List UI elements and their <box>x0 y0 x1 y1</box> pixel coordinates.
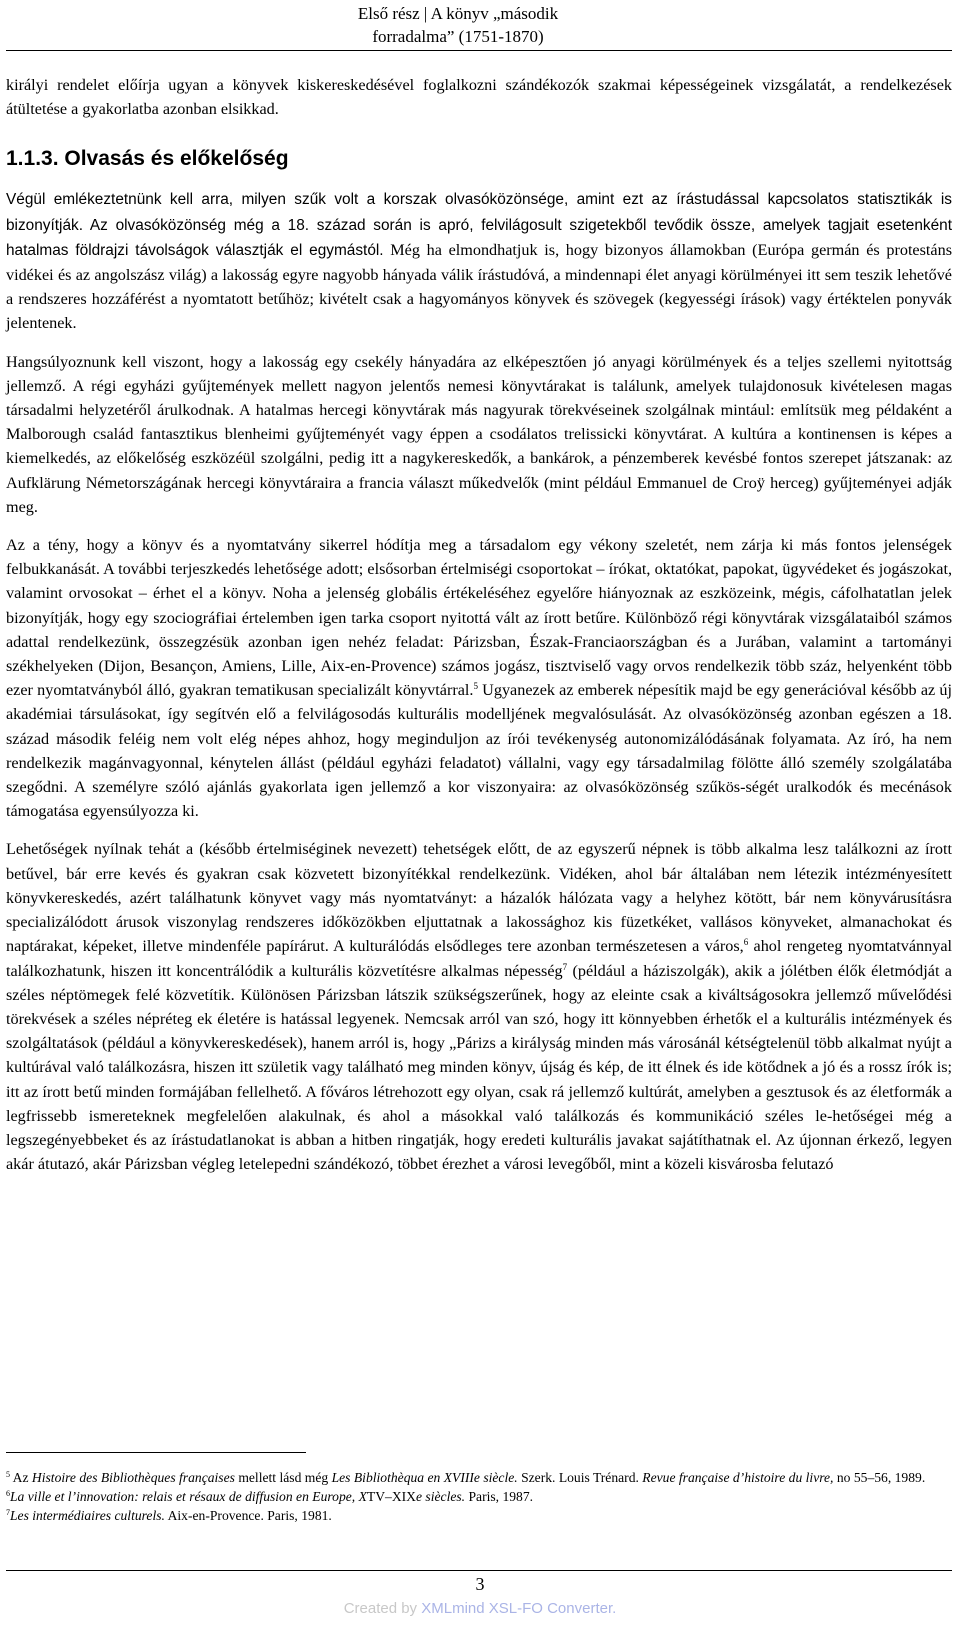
page-number: 3 <box>475 1574 485 1594</box>
section-heading: 1.1.3. Olvasás és előkelőség <box>6 147 289 171</box>
footnote-7-mark: 7 <box>6 1508 10 1518</box>
footnote-ref-6[interactable]: 6 <box>743 937 749 948</box>
footnote-6-text: Paris, 1987. <box>465 1489 534 1505</box>
footnote-6-title: La ville et l’innovation: relais et résaux de diffusion en Europe, X <box>10 1489 367 1505</box>
footnote-5-text: mellett lásd még <box>234 1470 332 1485</box>
footnotes <box>6 1468 952 1526</box>
footer-rule <box>6 1570 952 1571</box>
footnote-5-text: Az <box>10 1470 32 1485</box>
paragraph-3-text-b: Ugyanezek az emberek népesítik majd be egy generációval később az új akadémiai társulásokat, így segítvén elő a felvilágosodás kulturális modelljének megvalósulását. Az olvasóközönség azonban egészen a 18. század második feléig nem volt elég népes ahhoz, hogy meginduljon az írói tevékenység autonomizálódásának folyamata. Az író, ha nem rendelkezik magánvagyonnal, kénytelen állást (például egyházi feladatot) vállalni, vagy egy társadalmilag fölötte álló személy szolgálatába szegődni. A személyre szóló ajánlás gyakorlata igen jellemző a kor viszonyaira: az olvasóközönség szűkös-ségét uralkodók és mecénások támogatása egyensúlyozza ki. <box>6 681 952 821</box>
paragraph-3 <box>6 533 952 823</box>
footnote-6 <box>6 1487 952 1506</box>
paragraph-1-serif-text: Még ha elmondhatjuk is, hogy bizonyos államokban (Európa germán és protestáns vidékei és az angolszász világ) a lakosság egyre nagyobb hányada válik írástudóvá, a mindennapi élet anyagi körülményei itt sem teszik lehetővé a rendszeres hozzáférést a nyomtatott betűhöz; kivételt csak a hagyományos könyvek és szövegek (kegyességi írások) vagy értéktelen ponyvák jelentenek. <box>6 240 952 333</box>
paragraph-2: Hangsúlyoznunk kell viszont, hogy a lakosság egy csekély hányadára az elképesztően jó anyagi körülmények és a teljes szellemi nyitottság jellemző. A régi egyházi gyűjtemények mellett nagyon jelentős nemesi könyvtárakat is találunk, amelyek tulajdonosuk kivételesen magas társadalmi helyzetéről árulkodnak. A hatalmas hercegi könyvtárak más nagyurak törekvéseinek szolgálnak mintául: említsük meg példaként a Malborough család fantasztikus blenheimi gyűjteményét vagy éppen a csodálatos trelissicki könyvtárat. A kultúra a kontinensen is képes a kiemelkedés, az előkelőség eszközéül szolgálni, pedig itt a nagykereskedők, a bankárok, a pénzemberek kevésbé fontos szerepet játszanak: az Aufklärung Németországának hercegi könyvtáraira a francia választ műkedvelők (mint például Emmanuel de Croÿ herceg) gyűjteményei adják meg. <box>6 352 952 516</box>
paragraph-1-sans-text: Végül emlékeztetnünk kell arra, milyen szűk volt a korszak olvasóközönsége, amint ezt az írástudással kapcsolatos statisztikák is bizonyítják. Az olvasóközönség még a 18. század során is apró, felvilágosult szigetekből tevődik össze, amelyek tagjait esetenként hatalmas földrajzi távolságok választják el egymástól. <box>6 191 952 259</box>
footnote-5-text: Szerk. Louis Trénard. <box>517 1470 643 1485</box>
footnote-5-text: no 55–56, 1989. <box>833 1470 926 1485</box>
paragraph-3-text-a: Az a tény, hogy a könyv és a nyomtatvány sikerrel hódítja meg a társadalom egy vékony szeletét, nem zárja ki más fontos jelenségek felbukkanását. A további terjeszkedés lehetősége adott; elsősorban értelmiségi csoportokat – írókat, oktatókat, papokat, ügyvédeket és jogászokat, valamint orvosokat – érhet el a könyv. Noha a jelenség globális értékeléséhez egyelőre hiányoznak az eszközeink, mégis, cáfolhatatlan jelek bizonyítják, hogy egy szociográfiai értelemben igen tarka csoport nyitottá vált az írott betűre. Különböző régi könyvtárak vizsgálataiból számos adattal rendelkezünk, összegzésük azonban igen nehéz feladat: Párizsban, Észak-Franciaországban és a Jurában, valamint a tartományi székhelyeken (Dijon, Besançon, Amiens, Lille, Aix-en-Provence) számos jogász, tisztviselő vagy orvos rendelkezik több száz, helyenként több ezer nyomtatványból álló, gyakran tematikusan specializált könyvtárral. <box>6 536 952 700</box>
footnote-7 <box>6 1506 952 1525</box>
running-header <box>328 2 588 48</box>
paragraph-4-text-a: Lehetőségek nyílnak tehát a (később értelmiséginek nevezett) tehetségek előtt, de az egyszerű népnek is több alkalma lesz találkozni az írott betűvel, bár erre kevés és gyakran csak közvetett bizonyítékkal rendelkezünk. Vidéken, ahol bár általában nem létezik intézményesített könyvkereskedés, azért találhatunk könyvet vagy más nyomtatványt: a házalók hálózata vagy a helyhez kötött, bár nem könyvárusításra specializálódott árusok viszonylag rendszeres időközökben eljuttatnak a lakossághoz kis füzetkéket, vallásos könyveket, almanachokat és naptárakat, képeket, illetve mindenféle papírárut. A kulturálódás elsődleges tere azonban természetesen a város, <box>6 840 952 956</box>
paragraph-4-text-c: (például a háziszolgák), akik a jólétben élők életmódját a széles néptömegek felé közvetítik. Különösen Párizsban látszik szükségszerűnek, hogy az eleinte csak a kiváltságosokra jellemző művelődési törekvések a széles népréteg ek életére is hatással legyenek. Nemcsak arról van szó, hogy itt könnyebben érhetők el a kulturális intézmények és szolgáltatások (például a könyvkereskedések), hanem arról is, hogy „Párizs a királyság minden más városánál kétségtelenül több alkalmat nyújt a kultúrával való találkozásra, hiszen itt születik vagy található meg minden könyv, újság és kép, de itt élnek és ide kötődnek a jó és a rossz írók is; itt az írott betű minden formájában fellelhető. A főváros létrehozott egy olyan, csak rá jellemző kultúrát, amelyben a gesztusok és az életformák a legfrissebb ismereteknek megfelelően alakulnak, és ahol a másokkal való találkozás és kommunikáció széles le-hetőségei még a legszegényebbeket és az írástudatlanokat is abban a hitben ringatják, hogy eredeti kulturális javakat sajátíthatnak el. Az újonnan érkező, legyen akár átutazó, akár Párizsban végleg letelepedni szándékozó, többet érezhet a városi levegőből, mint a közeli kisvárosba felutazó <box>6 961 952 1174</box>
footnote-5 <box>6 1468 952 1487</box>
paragraph-4-text-b: ahol rengeteg nyomtatvánnyal találkozhatunk, hiszen itt koncentrálódik a kulturális közvetítésre alkalmas népesség <box>6 937 953 980</box>
footnote-5-title: Les Bibliothèqua en XVIIIe siècle. <box>331 1470 518 1485</box>
intro-paragraph: királyi rendelet előírja ugyan a könyvek kiskereskedésével foglalkozni szándékozók szakmai képességeinek vizsgálatát, a rendelkezések átültetése a gyakorlatba azonban elsikkad. <box>6 76 952 119</box>
footnote-separator <box>6 1452 306 1453</box>
footnote-6-title: e siècles. <box>416 1489 466 1505</box>
creator-prefix: Created by <box>343 1600 422 1617</box>
footnote-5-mark: 5 <box>6 1470 10 1479</box>
running-header-line-1: Első rész | A könyv „második <box>357 4 559 23</box>
footnote-5-title: Revue française d’histoire du livre, <box>642 1470 834 1485</box>
footnote-ref-5[interactable]: 5 <box>473 681 478 692</box>
header-rule <box>6 50 952 51</box>
running-header-line-2: forradalma” (1751-1870) <box>372 27 544 46</box>
footnote-7-text: Aix-en-Provence. Paris, 1981. <box>164 1508 332 1524</box>
footnote-5-title: Histoire des Bibliothèques françaises <box>31 1470 235 1485</box>
footnote-7-title: Les intermédiaires culturels. <box>10 1508 165 1524</box>
footnote-6-text: TV–XIX <box>366 1489 416 1505</box>
creator-watermark <box>0 1598 960 1620</box>
footnote-ref-7[interactable]: 7 <box>562 961 568 972</box>
creator-brand-link[interactable]: XMLmind XSL-FO Converter. <box>421 1600 617 1617</box>
paragraph-1 <box>6 187 952 335</box>
footnote-6-mark: 6 <box>6 1489 10 1499</box>
paragraph-4 <box>6 837 952 1176</box>
body-text <box>6 73 952 1176</box>
